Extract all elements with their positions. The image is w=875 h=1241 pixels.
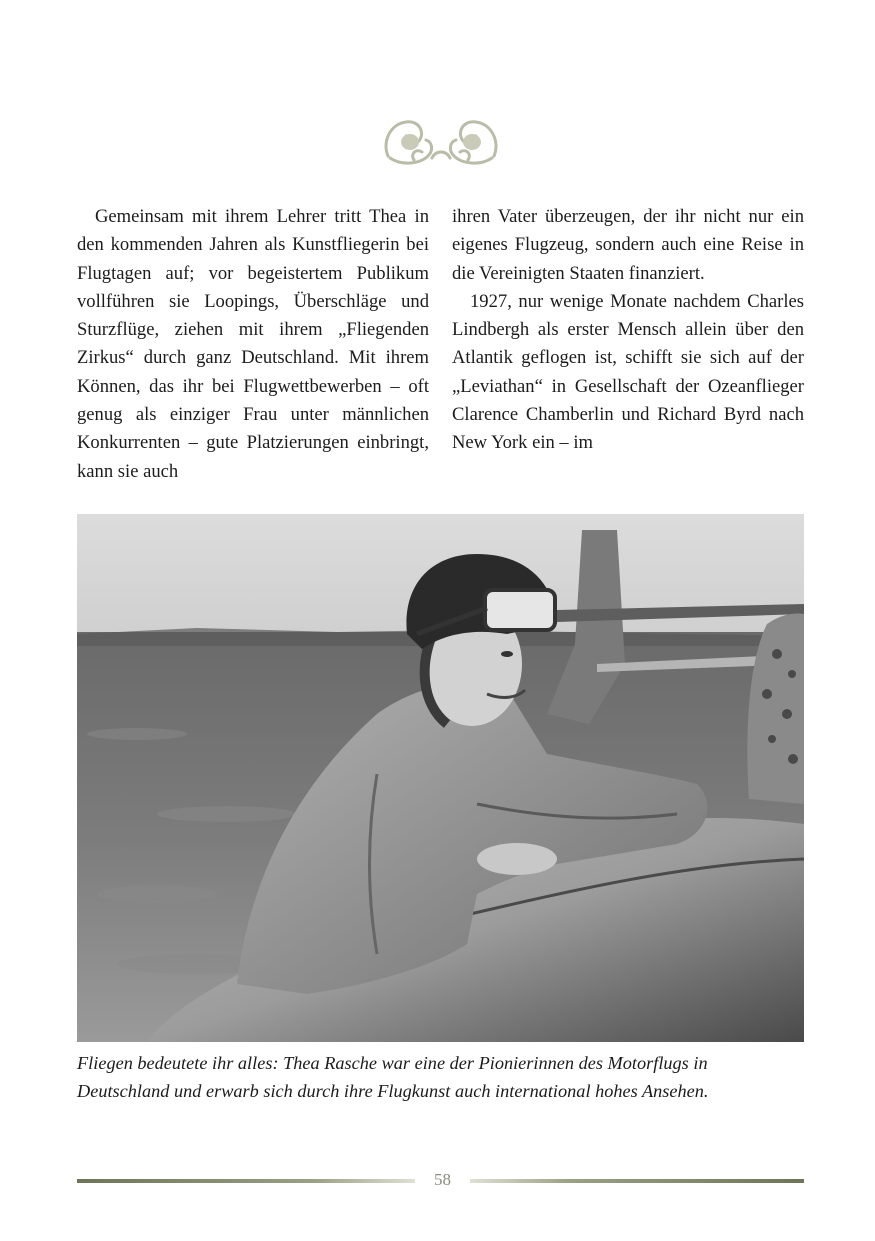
text-column-right xyxy=(452,203,804,458)
body-paragraph-continued: ihren Vater überzeugen, der ihr nicht nur ein eigenes Flugzeug, sondern auch eine Reise in die Vereinigten Staaten finanziert. xyxy=(452,206,804,284)
body-paragraph: 1927, nur wenige Monate nachdem Charles Lindbergh als erster Mensch allein über den Atlantik geflogen ist, schifft sie sich auf der „Leviathan“ in Gesellschaft der Ozeanflieger Clarence Chamberlin und Richard Byrd nach New York ein – im xyxy=(452,290,804,454)
page-number: 58 xyxy=(434,1170,451,1189)
swirl-ornament-icon xyxy=(380,112,502,168)
photo-caption: Fliegen bedeutete ihr alles: Thea Rasche war eine der Pionierinnen des Motorflugs in Deutschland und erwarb sich durch ihre Flugkunst auch international hohes Ansehen. xyxy=(77,1053,709,1101)
thea-rasche-photo xyxy=(77,514,804,1042)
footer-rule-left xyxy=(77,1179,415,1183)
body-paragraph: Gemeinsam mit ihrem Lehrer tritt Thea in den kommenden Jahren als Kunstfliegerin bei Flugtagen auf; vor begeistertem Publikum vollführen sie Loopings, Überschläge und Sturzflüge, ziehen mit ihrem „Fliegenden Zirkus“ durch ganz Deutschland. Mit ihrem Können, das ihr bei Flugwettbewerben – oft genug als einziger Frau unter männlichen Konkurrenten – gute Platzierungen einbringt, kann sie auch xyxy=(77,206,429,482)
text-column-left xyxy=(77,203,429,486)
footer-rule-right xyxy=(470,1179,804,1183)
